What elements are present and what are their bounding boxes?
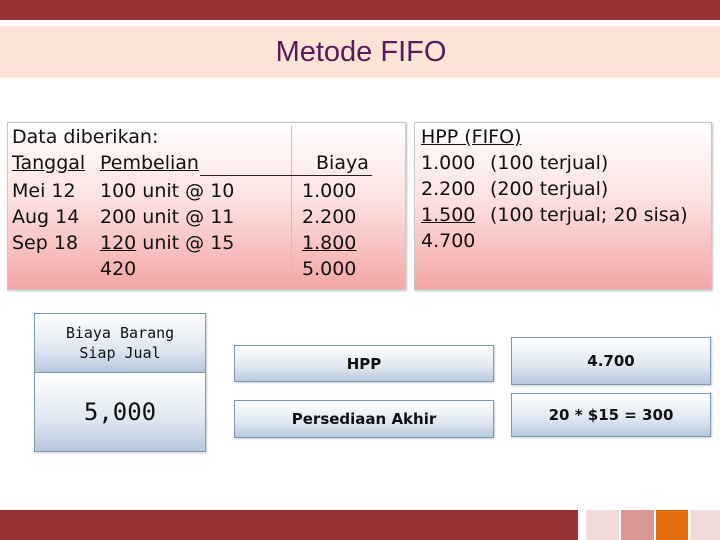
row-2-biaya: 2.200 — [302, 206, 357, 228]
hpp-label-box — [234, 345, 494, 382]
biaya-barang-value: 5,000 — [83, 398, 157, 426]
hpp-row-3-value: 1.500 — [421, 204, 476, 226]
persediaan-value-box — [511, 393, 711, 437]
hpp-row-2-note: (200 terjual) — [490, 178, 609, 200]
persediaan-value: 20 * $15 = 300 — [548, 406, 674, 424]
hpp-row-3-note: (100 terjual; 20 sisa) — [490, 204, 688, 226]
hpp-label: HPP — [346, 354, 382, 373]
biaya-barang-line-1: Biaya Barang — [65, 324, 175, 342]
biaya-barang-value-box — [34, 372, 206, 452]
total-units: 420 — [100, 258, 137, 280]
title-bar — [0, 26, 720, 78]
data-heading: Data diberikan: — [12, 126, 159, 148]
bottom-bar-main — [0, 510, 578, 540]
row-3-pembelian — [100, 230, 234, 256]
hpp-row-1-note: (100 terjual) — [490, 152, 609, 174]
hpp-value: 4.700 — [587, 352, 635, 370]
row-1-biaya: 1.000 — [302, 180, 357, 202]
row-2-pembelian: 200 unit @ 11 — [100, 206, 235, 228]
hpp-row-1-value: 1.000 — [421, 152, 476, 174]
col-pembelian: Pembelian — [100, 152, 199, 174]
hpp-row-2-value: 2.200 — [421, 178, 476, 200]
hpp-total: 4.700 — [421, 230, 476, 252]
bottom-block-3 — [656, 510, 688, 540]
row-2-tanggal: Aug 14 — [12, 206, 80, 228]
col-tanggal: Tanggal — [12, 152, 86, 174]
column-divider — [291, 126, 292, 286]
bottom-block-4 — [690, 510, 720, 540]
bottom-block-2 — [621, 510, 654, 540]
row-3-price: unit @ 15 — [136, 232, 235, 254]
row-1-pembelian: 100 unit @ 10 — [100, 180, 235, 202]
bottom-block-1 — [586, 510, 619, 540]
persediaan-label: Persediaan Akhir — [291, 410, 437, 428]
row-3-tanggal: Sep 18 — [12, 232, 79, 254]
hpp-heading: HPP (FIFO) — [421, 126, 522, 148]
col-biaya: Biaya — [316, 152, 369, 174]
total-biaya: 5.000 — [302, 258, 357, 280]
persediaan-label-box — [234, 400, 494, 438]
hpp-value-box — [511, 337, 711, 385]
biaya-barang-line-2: Siap Jual — [79, 344, 161, 362]
top-accent-bar — [0, 0, 720, 20]
row-1-tanggal: Mei 12 — [12, 180, 76, 202]
row-3-biaya: 1.800 — [302, 232, 357, 254]
slide-title: Metode FIFO — [275, 35, 447, 68]
biaya-barang-label-box — [34, 313, 206, 373]
row-3-units: 120 — [100, 232, 137, 254]
